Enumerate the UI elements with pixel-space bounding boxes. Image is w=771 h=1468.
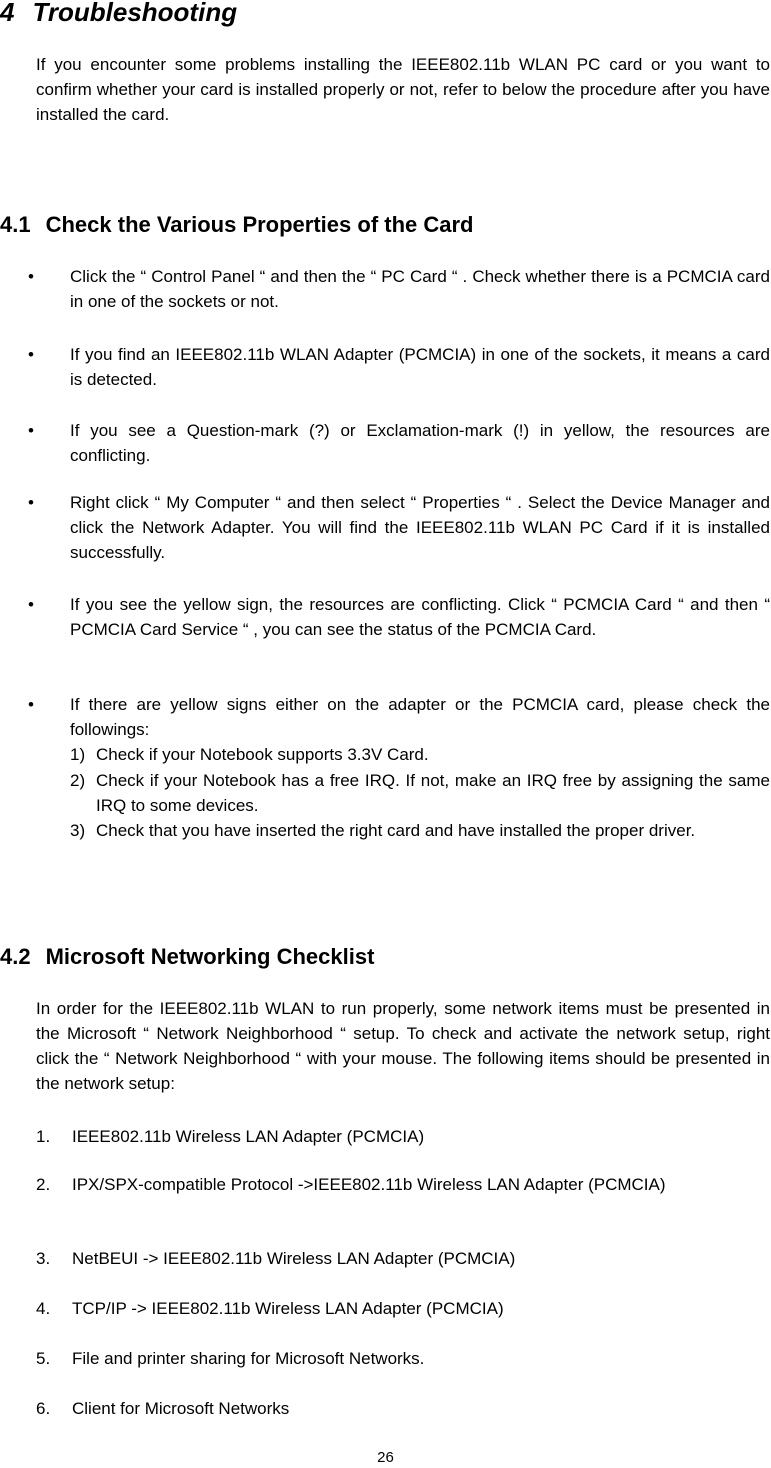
bullet-icon: • xyxy=(28,695,34,714)
bullet-text: If you see the yellow sign, the resources are conflicting. Click “ PCMCIA Card “ and then “ PCMCIA Card Service “ , you can see the status of the PCMCIA Card. xyxy=(70,595,770,639)
checklist-number: 2. xyxy=(36,1175,51,1194)
bullet-text: Click the “ Control Panel “ and then the “ PC Card “ . Check whether there is a PCMCIA card in one of the sockets or not. xyxy=(70,267,770,311)
bullet-text: Right click “ My Computer “ and then select “ Properties “ . Select the Device Manager and click the Network Adapter. You will find the IEEE802.11b WLAN PC Card if it is installed successfully. xyxy=(70,493,770,562)
checklist-number: 5. xyxy=(36,1349,51,1368)
section-4-number: 4 xyxy=(0,0,15,27)
section-4-2-heading xyxy=(0,942,374,972)
section-4-2-title: Microsoft Networking Checklist xyxy=(45,944,375,969)
checklist-number: 4. xyxy=(36,1299,51,1318)
checklist-text: Client for Microsoft Networks xyxy=(72,1399,290,1418)
check-number: 2) xyxy=(70,771,86,790)
bullet-text: If there are yellow signs either on the adapter or the PCMCIA card, please check the followings: xyxy=(70,695,770,739)
check-text: Check if your Notebook supports 3.3V Card. xyxy=(96,745,429,764)
section-4-1-heading xyxy=(0,210,474,240)
check-text: Check if your Notebook has a free IRQ. If not, make an IRQ free by assigning the same IRQ to some devices. xyxy=(96,771,770,815)
section-4-2-number: 4.2 xyxy=(0,944,31,969)
checklist-text: IPX/SPX-compatible Protocol ->IEEE802.11b Wireless LAN Adapter (PCMCIA) xyxy=(72,1175,666,1194)
checklist-text: NetBEUI -> IEEE802.11b Wireless LAN Adapter (PCMCIA) xyxy=(72,1249,516,1268)
checklist-number: 1. xyxy=(36,1127,51,1146)
bullet-text: If you see a Question-mark (?) or Exclamation-mark (!) in yellow, the resources are conflicting. xyxy=(70,421,770,465)
checklist-number: 6. xyxy=(36,1399,51,1418)
page-number: 26 xyxy=(377,1449,394,1466)
bullet-icon: • xyxy=(28,595,34,614)
bullet-icon: • xyxy=(28,421,34,440)
checklist-text: IEEE802.11b Wireless LAN Adapter (PCMCIA) xyxy=(72,1127,425,1146)
checklist-text: TCP/IP -> IEEE802.11b Wireless LAN Adapter (PCMCIA) xyxy=(72,1299,504,1318)
check-text: Check that you have inserted the right card and have installed the proper driver. xyxy=(96,821,696,840)
section-4-2-intro: In order for the IEEE802.11b WLAN to run properly, some network items must be presented in the Microsoft “ Network Neighborhood “ setup. To check and activate the network setup, right click the “ Network Neighborhood “ with your mouse. The following items should be presented in the network setup: xyxy=(36,999,770,1093)
section-4-1-title: Check the Various Properties of the Card xyxy=(45,212,474,237)
check-number: 3) xyxy=(70,821,86,840)
bullet-icon: • xyxy=(28,345,34,364)
section-4-1-number: 4.1 xyxy=(0,212,31,237)
section-4-title: Troubleshooting xyxy=(32,0,238,27)
section-4-heading xyxy=(0,0,237,30)
bullet-icon: • xyxy=(28,493,34,512)
bullet-icon: • xyxy=(28,267,34,286)
check-number: 1) xyxy=(70,745,86,764)
bullet-text: If you find an IEEE802.11b WLAN Adapter (PCMCIA) in one of the sockets, it means a card is detected. xyxy=(70,345,770,389)
checklist-text: File and printer sharing for Microsoft Networks. xyxy=(72,1349,425,1368)
section-4-intro: If you encounter some problems installing the IEEE802.11b WLAN PC card or you want to confirm whether your card is installed properly or not, refer to below the procedure after you have installed the card. xyxy=(36,55,770,124)
checklist-number: 3. xyxy=(36,1249,51,1268)
